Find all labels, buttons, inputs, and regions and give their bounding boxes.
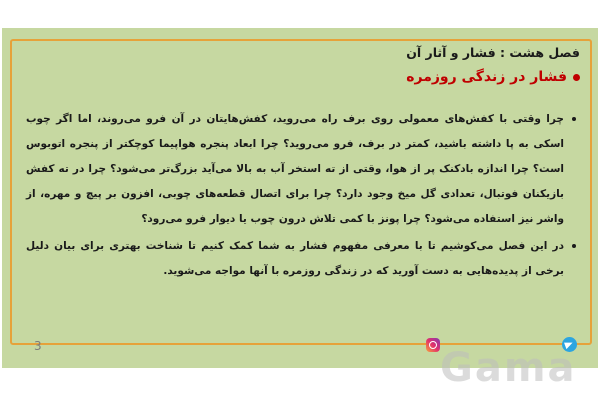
section-heading	[406, 69, 580, 85]
instagram-icon[interactable]	[426, 338, 440, 352]
chapter-title: فصل هشت : فشار و آثار آن	[406, 45, 580, 60]
paragraph-1: چرا وقتی با کفش‌های معمولی روی برف راه می‌روید، کفش‌هایتان در آن فرو می‌روند، اما اگر چوب اسکی به پا داشته باشید، کمتر در برف، فرو می‌روید؟ چرا ابعاد پنجره هواپیما کوچکتر از پنجره اتوبوس است؟ چرا اندازه بادکنک پر از هوا، وقتی از ته استخر آب به بالا می‌آید بزرگ‌تر می‌شود؟ چرا در ته کفش بازیکنان فوتبال، تعدادی گل میخ وجود دارد؟ چرا برای اتصال قطعه‌های چوبی، افزون بر پیچ و مهره، از واشر نیز استفاده می‌شود؟ چرا پونز با کمی تلاش درون چوب یا دیوار فرو می‌رود؟	[26, 107, 578, 232]
watermark-logo: Gama	[440, 345, 577, 391]
content-frame	[10, 39, 592, 345]
section-heading-text: فشار در زندگی روزمره	[406, 69, 567, 85]
slide	[2, 28, 598, 368]
body-text	[26, 107, 578, 286]
paragraph-2: در این فصل می‌کوشیم تا با معرفی مفهوم فشار به شما کمک کنیم تا شناخت بهتری برای بیان دلیل برخی از پدیده‌هایی به دست آورید که در زندگی روزمره با آنها مواجه می‌شوید.	[26, 234, 578, 284]
bullet-icon	[573, 74, 580, 81]
page-number: 3	[34, 339, 42, 353]
